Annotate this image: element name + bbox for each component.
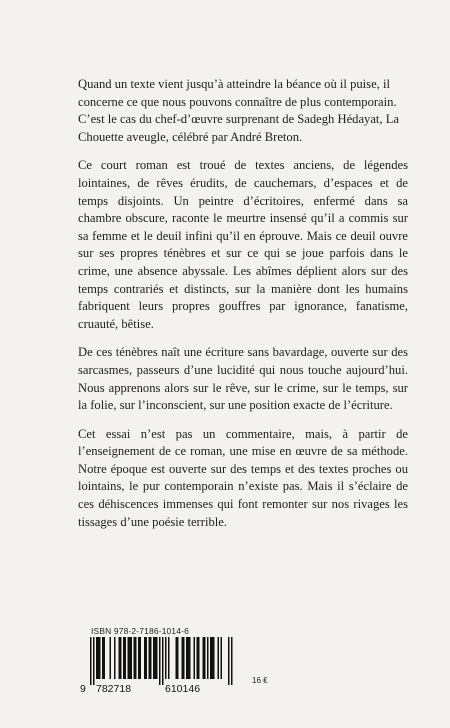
barcode-bar: [125, 637, 127, 679]
blurb-paragraph-3: De ces ténèbres naît une écriture sans bavardage, ouverte sur des sarcasmes, passeurs d’une lucidité qui nous touche aujourd’hui. Nous apprenons alors sur le rêve, sur le crime, sur le temps, sur la folie, sur l’inconscient, sur une position exacte de l’écriture.: [78, 345, 408, 413]
barcode-bar: [156, 637, 158, 679]
barcode-bar: [128, 637, 130, 679]
barcode-bar: [165, 637, 167, 679]
barcode-bar: [159, 637, 161, 685]
barcode-bar: [149, 637, 151, 679]
barcode-bar: [120, 637, 122, 679]
barcode-bar: [221, 637, 223, 679]
barcode-bar: [110, 637, 112, 679]
barcode-bar: [144, 637, 146, 679]
barcode-bar: [150, 637, 152, 679]
barcode-digits-right: 610146: [165, 683, 201, 695]
barcode-bar: [129, 637, 131, 679]
barcode-bar: [140, 637, 142, 679]
barcode-bar: [98, 637, 100, 679]
barcode-bar: [153, 637, 155, 679]
barcode-bar: [212, 637, 214, 679]
barcode-bar: [183, 637, 185, 679]
barcode-bar: [102, 637, 104, 679]
blurb-text: [78, 76, 408, 542]
barcode-bar: [114, 637, 116, 679]
barcode-bar: [186, 637, 188, 679]
barcode-image: [79, 637, 249, 697]
barcode-bar: [168, 637, 170, 679]
barcode-bar: [218, 637, 220, 679]
barcode-bar: [176, 637, 178, 679]
barcode-bar: [198, 637, 200, 679]
barcode-digits-left: 782718: [96, 683, 132, 695]
barcode-bar: [188, 637, 190, 679]
barcode-digit-lead: 9: [80, 683, 86, 695]
price-label: 16 €: [252, 676, 268, 685]
blurb-paragraph-2: Ce court roman est troué de textes anciens, de légendes lointaines, de rêves érudits, de cauchemars, d’espaces et de temps disjoints. Un peintre d’écritoires, enfermé dans sa chambre obscure, raconte le meurtre insensé qu’il a commis sur sa femme et le deuil infini qu’il en éprouve. Mais ce deuil ouvre sur ses propres ténèbres et sur ce qui se joue parfois dans le crime, une absence abyssale. Les abîmes déplient alors sur des temps contrariés et distincts, sur la manière dont les humains fabriquent leurs propres gouffres par ignorance, fanatisme, cruauté, bêtise.: [78, 158, 408, 331]
blurb-paragraph-1: Quand un texte vient jusqu’à atteindre la béance où il puise, il concerne ce que nous pouvons connaître de plus contemporain. C’est le cas du chef-d’œuvre surprenant de Sadegh Hédayat, La Chouette aveugle, célébré par André Breton.: [78, 77, 400, 144]
blurb-paragraph-4: Cet essai n’est pas un commentaire, mais, à partir de l’enseignement de ce roman, une mise en œuvre de sa méthode. Notre époque est ouverte sur des temps et des textes proches ou lointains, le pur contemporain n’existe pas. Mais il s’éclaire de ces déhiscences immenses qui font remonter sur nos rivages les tissages d’une poésie terrible.: [78, 426, 408, 529]
barcode-bar: [155, 637, 157, 679]
barcode-bar: [146, 637, 148, 679]
barcode-bar: [135, 637, 137, 679]
barcode-bar: [197, 637, 199, 679]
barcode-bar: [210, 637, 212, 679]
barcode-bar: [189, 637, 191, 679]
barcode-bar: [96, 637, 98, 679]
barcode-bar: [228, 637, 230, 685]
barcode-bar: [194, 637, 196, 679]
barcode-bar: [131, 637, 133, 679]
barcode-bar: [99, 637, 101, 679]
barcode-bar: [138, 637, 140, 679]
barcode-bar: [134, 637, 136, 679]
barcode-bar: [123, 637, 125, 679]
barcode-bar: [93, 637, 95, 685]
barcode-bar: [177, 637, 179, 679]
barcode-bar: [213, 637, 215, 679]
barcode-bar: [90, 637, 92, 685]
isbn-label: ISBN 978-2-7186-1014-6: [91, 626, 189, 636]
barcode-bar: [231, 637, 233, 685]
barcode-bar: [203, 637, 205, 679]
barcode-bar: [182, 637, 184, 679]
barcode-bar: [204, 637, 206, 679]
barcode-bar: [104, 637, 106, 679]
barcode-bar: [162, 637, 164, 685]
barcode-block: [79, 626, 279, 696]
barcode-bar: [207, 637, 209, 679]
barcode-bar: [119, 637, 121, 679]
